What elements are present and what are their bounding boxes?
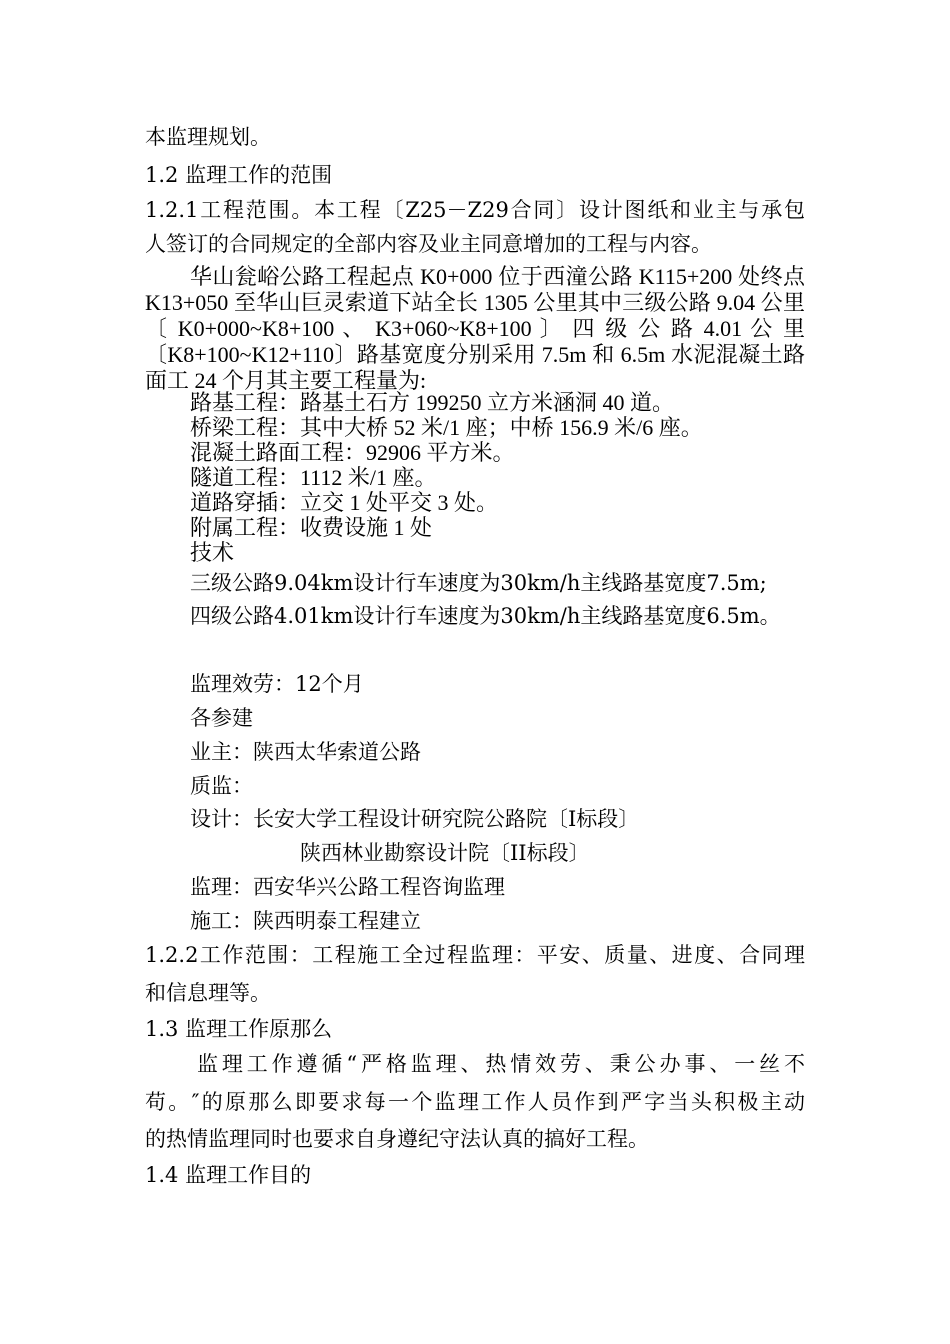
text-line: 混凝土路面工程：92906 平方米。 bbox=[190, 440, 515, 465]
text-line: 四级公路4.01km设计行车速度为30km/h主线路基宽度6.5m。 bbox=[190, 604, 781, 628]
text-line: 桥梁工程：其中大桥 52 米/1 座；中桥 156.9 米/6 座。 bbox=[190, 415, 703, 440]
text-line: 三级公路9.04km设计行车速度为30km/h主线路基宽度7.5m; bbox=[190, 571, 767, 595]
text-line: 设计：长安大学工程设计研究院公路院〔I标段〕 bbox=[190, 807, 640, 831]
text-line: 质监： bbox=[190, 774, 253, 798]
text-line: 各参建 bbox=[190, 706, 253, 730]
section-heading: 1.2 监理工作的范围 bbox=[145, 163, 333, 187]
text-line: 施工：陕西明泰工程建立 bbox=[190, 909, 421, 933]
text-line: 业主：陕西太华索道公路 bbox=[190, 740, 421, 764]
text-line: 人签订的合同规定的全部内容及业主同意增加的工程与内容。 bbox=[145, 232, 712, 256]
text-line: 的热情监理同时也要求自身遵纪守法认真的搞好工程。 bbox=[145, 1127, 649, 1151]
text-line: 陕西林业勘察设计院〔II标段〕 bbox=[300, 841, 590, 865]
text-line: 监理：西安华兴公路工程咨询监理 bbox=[190, 875, 505, 899]
text-line: 1.2.1工程范围。本工程〔Z25－Z29合同〕设计图纸和业主与承包 bbox=[145, 198, 805, 222]
section-heading: 1.4 监理工作目的 bbox=[145, 1163, 312, 1187]
text-line: 监理工作遵循“严格监理、热情效劳、秉公办事、一丝不 bbox=[197, 1052, 805, 1076]
text-line: 技术 bbox=[190, 540, 235, 565]
text-line: 隧道工程：1112 米/1 座。 bbox=[190, 465, 437, 490]
text-line: 附属工程：收费设施 1 处 bbox=[190, 515, 433, 540]
text-line: 和信息理等。 bbox=[145, 981, 271, 1005]
text-line: 本监理规划。 bbox=[145, 125, 271, 149]
text-line: 1.2.2工作范围：工程施工全过程监理：平安、质量、进度、合同理 bbox=[145, 943, 805, 967]
text-line: 路基工程：路基土石方 199250 立方米涵洞 40 道。 bbox=[190, 390, 675, 415]
text-line: 华山瓮峪公路工程起点 K0+000 位于西潼公路 K115+200 处终点 bbox=[190, 264, 805, 289]
text-line: K13+050 至华山巨灵索道下站全长 1305 公里其中三级公路 9.04 公里 bbox=[145, 290, 805, 315]
text-line: 〔K8+100~K12+110〕路基宽度分别采用 7.5m 和 6.5m 水泥混凝土路 bbox=[145, 342, 805, 367]
text-line: 〔 K0+000~K8+100 、 K3+060~K8+100 〕 四 级 公 路 4.01 公 里 bbox=[145, 316, 805, 341]
section-heading: 1.3 监理工作原那么 bbox=[145, 1017, 333, 1041]
text-line: 面工 24 个月其主要工程量为: bbox=[145, 368, 427, 393]
text-line: 苟。″的原那么即要求每一个监理工作人员作到严字当头积极主动 bbox=[145, 1090, 805, 1114]
text-line: 监理效劳：12个月 bbox=[190, 672, 364, 696]
text-line: 道路穿插：立交 1 处平交 3 处。 bbox=[190, 490, 499, 515]
